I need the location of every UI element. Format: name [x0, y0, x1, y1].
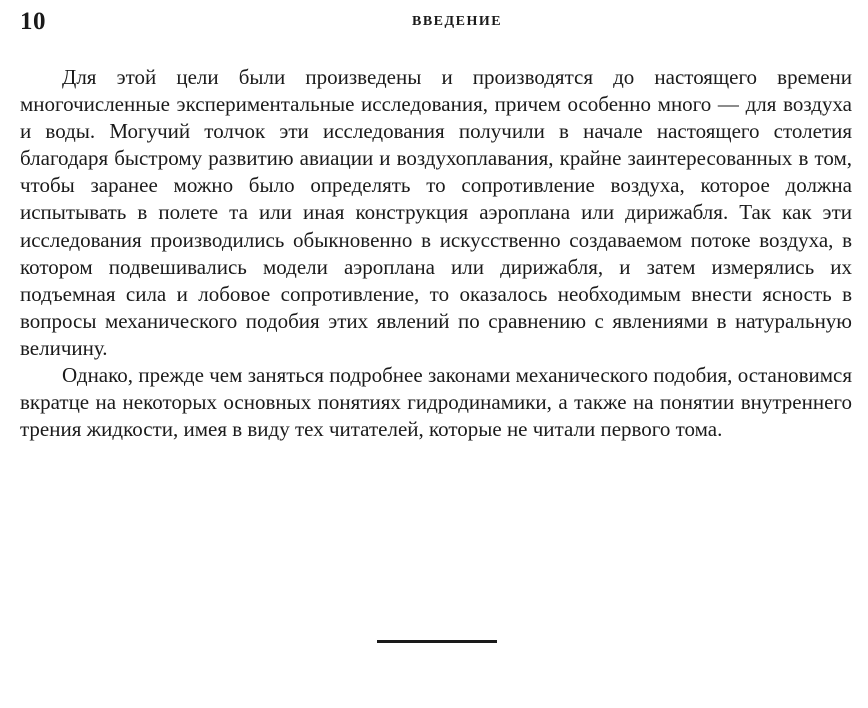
text-body [20, 64, 852, 443]
page-number: 10 [20, 8, 46, 35]
end-rule [377, 640, 497, 643]
paragraph-2: Однако, прежде чем заняться подробнее законами механического подобия, остановимся вкратце на некоторых основных понятиях гидродинамики, а также на понятии внутреннего трения жидкости, имея в виду тех читателей, которые не читали первого тома. [20, 363, 852, 442]
running-head: ВВЕДЕНИЕ [412, 14, 503, 29]
page-header [20, 8, 850, 38]
paragraph-1: Для этой цели были произведены и производятся до настоящего времени многочисленные экспериментальные исследования, причем особенно много — для воздуха и воды. Могучий толчок эти исследования получили в начале настоящего столетия благодаря быстрому развитию авиации и воздухоплавания, крайне заинтересованных в том, чтобы заранее можно было определять то сопротивление воздуха, которое должна испытывать в полете та или иная конструкция аэроплана или дирижабля. Так как эти исследования производились обыкновенно в искусственно создаваемом потоке воздуха, в котором подвешивались модели аэроплана или дирижабля, и затем измерялись их подъемная сила и лобовое сопротивление, то оказалось необходимым внести ясность в вопросы механического подобия этих явлений по сравнению с явлениями в натуральную величину. [20, 65, 852, 360]
